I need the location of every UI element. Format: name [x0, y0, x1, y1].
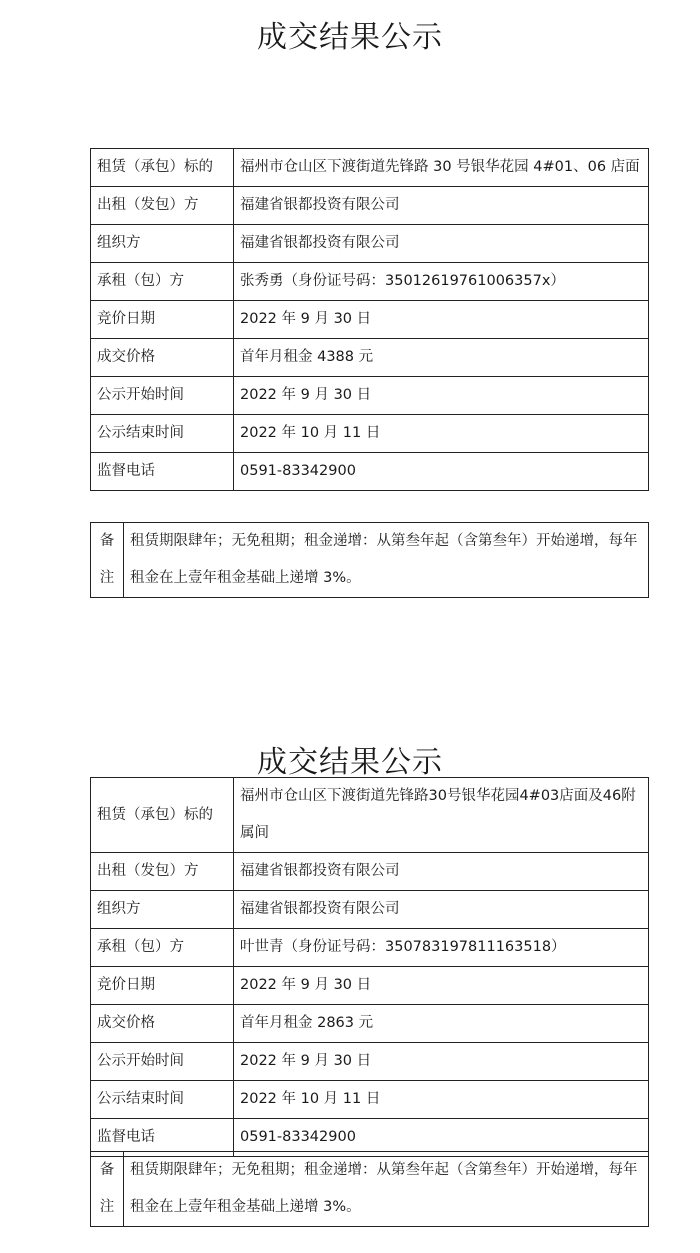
- row-value: 2022 年 9 月 30 日: [234, 377, 649, 415]
- row-label: 成交价格: [91, 1005, 234, 1043]
- remark-label: 备注: [91, 1152, 124, 1227]
- notice-1-title: 成交结果公示: [257, 20, 443, 55]
- notice-1-remark-table: [90, 522, 649, 598]
- row-value: 张秀勇（身份证号码：35012619761006357x）: [234, 263, 649, 301]
- row-value: 福建省银都投资有限公司: [234, 853, 649, 891]
- remark-row: [91, 523, 649, 598]
- notice-1-table: [90, 148, 649, 491]
- remark-row: [91, 1152, 649, 1227]
- table-row: [91, 225, 649, 263]
- table-row: [91, 453, 649, 491]
- table-row: [91, 339, 649, 377]
- row-value: 2022 年 10 月 11 日: [234, 1081, 649, 1119]
- row-label: 竞价日期: [91, 301, 234, 339]
- notice-2-remark-table: [90, 1151, 649, 1227]
- notice-2-table: [90, 777, 649, 1157]
- remark-text: 租赁期限肆年；无免租期；租金递增：从第叁年起（含第叁年）开始递增，每年租金在上壹年租金基础上递增 3%。: [124, 523, 649, 598]
- table-row: [91, 263, 649, 301]
- row-label: 公示开始时间: [91, 1043, 234, 1081]
- row-label: 承租（包）方: [91, 263, 234, 301]
- remark-text: 租赁期限肆年；无免租期；租金递增：从第叁年起（含第叁年）开始递增，每年租金在上壹年租金基础上递增 3%。: [124, 1152, 649, 1227]
- row-label: 监督电话: [91, 1119, 234, 1157]
- row-value: 首年月租金 2863 元: [234, 1005, 649, 1043]
- table-row: [91, 853, 649, 891]
- row-label: 出租（发包）方: [91, 853, 234, 891]
- table-row: [91, 1043, 649, 1081]
- row-label: 出租（发包）方: [91, 187, 234, 225]
- row-value: 2022 年 9 月 30 日: [234, 1043, 649, 1081]
- row-value: 2022 年 9 月 30 日: [234, 301, 649, 339]
- table-row: [91, 967, 649, 1005]
- table-row: [91, 187, 649, 225]
- table-row: [91, 891, 649, 929]
- table-row: [91, 149, 649, 187]
- row-label: 组织方: [91, 891, 234, 929]
- table-row: [91, 929, 649, 967]
- table-row: [91, 1081, 649, 1119]
- row-value: 首年月租金 4388 元: [234, 339, 649, 377]
- row-label: 公示开始时间: [91, 377, 234, 415]
- row-value: 2022 年 9 月 30 日: [234, 967, 649, 1005]
- table-row: [91, 415, 649, 453]
- row-value: 0591-83342900: [234, 1119, 649, 1157]
- row-value: 叶世青（身份证号码：350783197811163518）: [234, 929, 649, 967]
- table-row: [91, 778, 649, 853]
- row-value: 福州市仓山区下渡街道先锋路30号银华花园4#03店面及46附属间: [234, 778, 649, 853]
- row-value: 福建省银都投资有限公司: [234, 891, 649, 929]
- row-value: 福州市仓山区下渡街道先锋路 30 号银华花园 4#01、06 店面: [234, 149, 649, 187]
- row-value: 福建省银都投资有限公司: [234, 187, 649, 225]
- table-row: [91, 1005, 649, 1043]
- row-value: 0591-83342900: [234, 453, 649, 491]
- remark-label: 备注: [91, 523, 124, 598]
- row-label: 承租（包）方: [91, 929, 234, 967]
- row-label: 租赁（承包）标的: [91, 149, 234, 187]
- row-label: 租赁（承包）标的: [91, 778, 234, 853]
- table-row: [91, 377, 649, 415]
- row-value: 2022 年 10 月 11 日: [234, 415, 649, 453]
- row-value: 福建省银都投资有限公司: [234, 225, 649, 263]
- row-label: 监督电话: [91, 453, 234, 491]
- table-row: [91, 301, 649, 339]
- row-label: 组织方: [91, 225, 234, 263]
- row-label: 公示结束时间: [91, 1081, 234, 1119]
- row-label: 公示结束时间: [91, 415, 234, 453]
- notice-2-title: 成交结果公示: [257, 745, 443, 780]
- row-label: 成交价格: [91, 339, 234, 377]
- row-label: 竞价日期: [91, 967, 234, 1005]
